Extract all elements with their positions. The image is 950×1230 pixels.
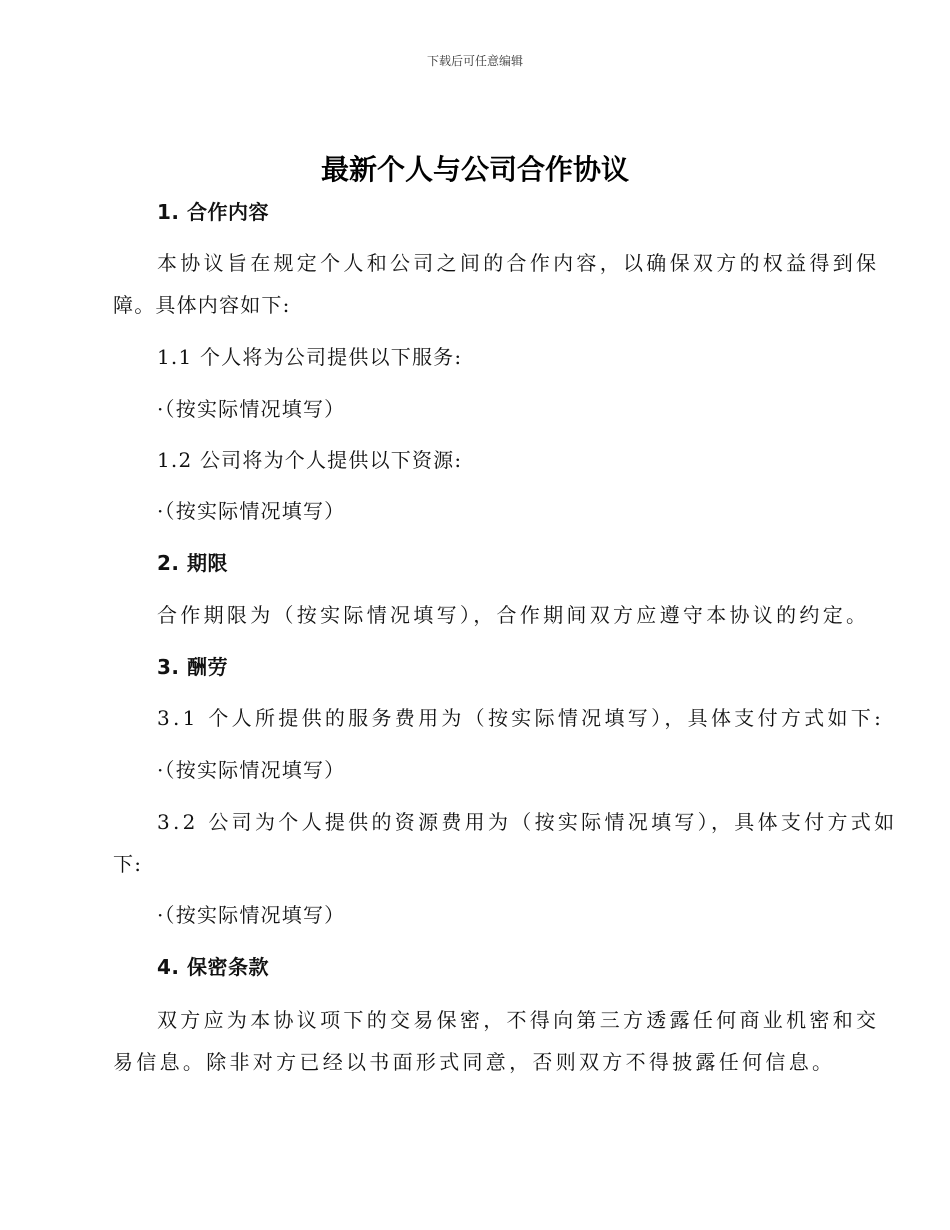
- section-2-text: 合作期限为（按实际情况填写），合作期间双方应遵守本协议的约定。: [157, 603, 870, 627]
- clause-1-1: 1.1 个人将为公司提供以下服务:: [157, 345, 463, 369]
- clause-1-2: 1.2 公司将为个人提供以下资源:: [157, 448, 463, 472]
- section-1-intro-line-2: 障。具体内容如下:: [113, 293, 291, 317]
- document-title: 最新个人与公司合作协议: [320, 153, 629, 186]
- section-4-text-line-2: 易信息。除非对方已经以书面形式同意，否则双方不得披露任何信息。: [113, 1050, 836, 1074]
- clause-3-1: 3.1 个人所提供的服务费用为（按实际情况填写），具体支付方式如下:: [157, 706, 885, 730]
- header-note: 下载后可任意编辑: [426, 54, 523, 68]
- section-4-text-line-1: 双方应为本协议项下的交易保密，不得向第三方透露任何商业机密和交: [157, 1008, 880, 1032]
- clause-3-2-line-2: 下:: [113, 852, 143, 876]
- section-3-heading: 3. 酬劳: [157, 655, 228, 679]
- section-2-heading: 2. 期限: [157, 551, 228, 575]
- clause-1-2-bullet: ·（按实际情况填写）: [157, 499, 346, 523]
- clause-3-1-bullet: ·（按实际情况填写）: [157, 758, 346, 782]
- clause-1-1-bullet: ·（按实际情况填写）: [157, 397, 346, 421]
- section-1-heading: 1. 合作内容: [157, 200, 269, 224]
- section-1-intro-line-1: 本协议旨在规定个人和公司之间的合作内容，以确保双方的权益得到保: [157, 251, 880, 275]
- clause-3-2-bullet: ·（按实际情况填写）: [157, 903, 346, 927]
- clause-3-2-line-1: 3.2 公司为个人提供的资源费用为（按实际情况填写），具体支付方式如: [157, 810, 898, 834]
- section-4-heading: 4. 保密条款: [157, 955, 269, 979]
